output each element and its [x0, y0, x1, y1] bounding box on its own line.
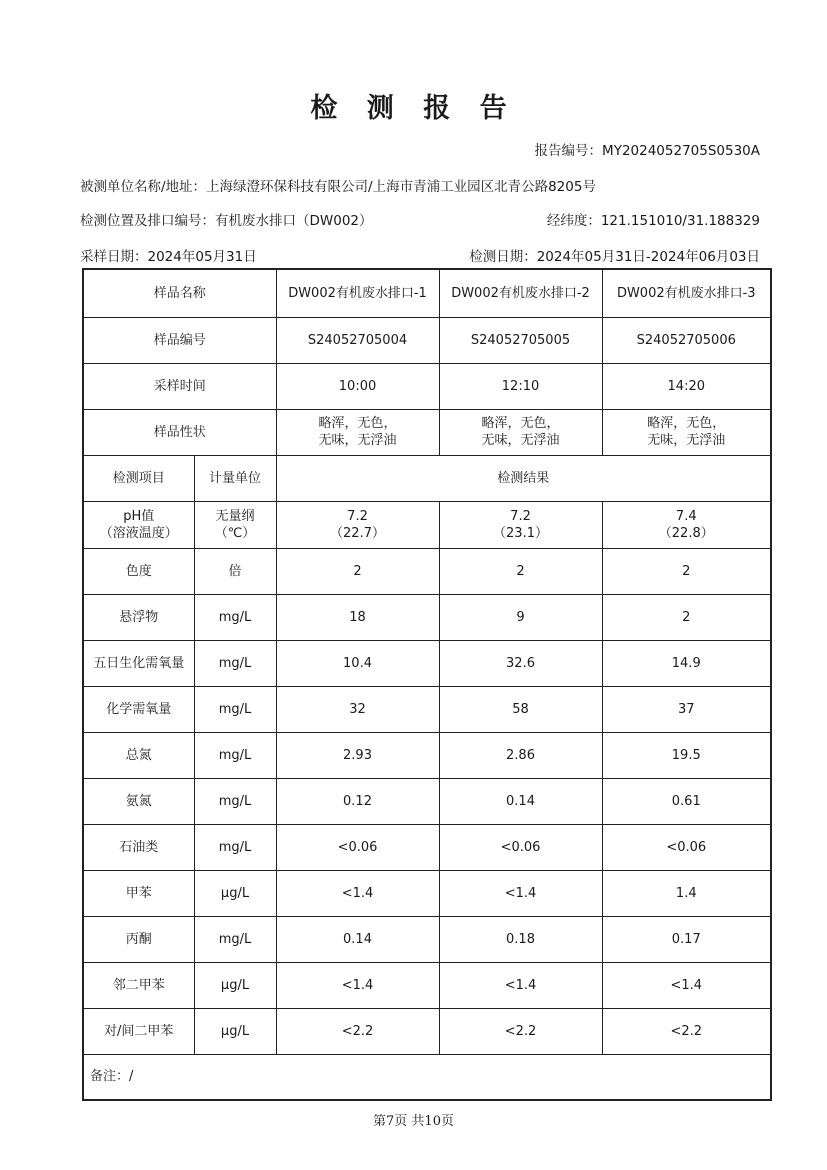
result-value-cell: 0.12: [276, 778, 439, 824]
sampling-location: 检测位置及排口编号：有机废水排口（DW002）: [80, 213, 373, 229]
test-item-cell: 丙酮: [83, 916, 194, 962]
unit-cell: μg/L: [194, 962, 276, 1008]
result-value-cell: 10.4: [276, 640, 439, 686]
unit-cell: mg/L: [194, 594, 276, 640]
result-value-cell: 9: [439, 594, 602, 640]
sample-name-cell: DW002有机废水排口-2: [439, 269, 602, 317]
unit-cell: mg/L: [194, 778, 276, 824]
result-value-cell: <1.4: [439, 962, 602, 1008]
item-header: 检测项目: [83, 455, 194, 501]
sample-id-label: 样品编号: [83, 317, 276, 363]
sample-id-cell: S24052705004: [276, 317, 439, 363]
sample-state-label: 样品性状: [83, 409, 276, 455]
sample-state-cell: 略浑，无色， 无味，无浮油: [602, 409, 771, 455]
result-value-cell: 32.6: [439, 640, 602, 686]
note-row: [83, 1054, 771, 1100]
result-value-cell: 2: [602, 594, 771, 640]
sampling-time-label: 采样时间: [83, 363, 276, 409]
result-value-cell: <2.2: [439, 1008, 602, 1054]
sample-id-row: [83, 317, 771, 363]
result-value-cell: <1.4: [602, 962, 771, 1008]
sampling-time-cell: 10:00: [276, 363, 439, 409]
result-row: [83, 594, 771, 640]
result-value-cell: <0.06: [602, 824, 771, 870]
unit-cell: mg/L: [194, 916, 276, 962]
result-value-cell: 14.9: [602, 640, 771, 686]
test-item-cell: 五日生化需氧量: [83, 640, 194, 686]
result-value-cell: 2: [276, 548, 439, 594]
sample-id-cell: S24052705005: [439, 317, 602, 363]
report-number: 报告编号：MY2024052705S0530A: [534, 143, 760, 159]
result-value-cell: 37: [602, 686, 771, 732]
unit-cell: mg/L: [194, 686, 276, 732]
report-title: 检 测 报 告: [310, 93, 517, 124]
result-header: 检测结果: [276, 455, 771, 501]
test-item-cell: 总氮: [83, 732, 194, 778]
testing-date: 检测日期：2024年05月31日-2024年06月03日: [469, 249, 760, 265]
result-value-cell: <0.06: [439, 824, 602, 870]
unit-cell: mg/L: [194, 732, 276, 778]
results-header-row: [83, 455, 771, 501]
unit-cell: mg/L: [194, 824, 276, 870]
result-value-cell: <1.4: [276, 870, 439, 916]
sample-name-label: 样品名称: [83, 269, 276, 317]
result-value-cell: 7.2 （22.7）: [276, 501, 439, 548]
result-value-cell: 0.61: [602, 778, 771, 824]
sample-state-row: [83, 409, 771, 455]
result-value-cell: <2.2: [602, 1008, 771, 1054]
sample-state-cell: 略浑，无色， 无味，无浮油: [276, 409, 439, 455]
result-row: [83, 501, 771, 548]
sampling-time-cell: 12:10: [439, 363, 602, 409]
results-table: [82, 268, 772, 1101]
sample-name-cell: DW002有机废水排口-1: [276, 269, 439, 317]
result-row: [83, 548, 771, 594]
result-row: [83, 1008, 771, 1054]
result-row: [83, 686, 771, 732]
result-value-cell: 2: [439, 548, 602, 594]
result-value-cell: <1.4: [276, 962, 439, 1008]
result-value-cell: 2: [602, 548, 771, 594]
result-value-cell: 2.93: [276, 732, 439, 778]
sample-name-cell: DW002有机废水排口-3: [602, 269, 771, 317]
unit-cell: μg/L: [194, 870, 276, 916]
result-value-cell: 0.17: [602, 916, 771, 962]
test-item-cell: 甲苯: [83, 870, 194, 916]
test-item-cell: 氨氮: [83, 778, 194, 824]
result-value-cell: 2.86: [439, 732, 602, 778]
unit-cell: 无量纲 （℃）: [194, 501, 276, 548]
result-value-cell: 19.5: [602, 732, 771, 778]
result-value-cell: 18: [276, 594, 439, 640]
result-value-cell: <1.4: [439, 870, 602, 916]
unit-header: 计量单位: [194, 455, 276, 501]
sample-name-row: [83, 269, 771, 317]
page-footer: 第7页 共10页: [373, 1114, 454, 1129]
result-value-cell: 7.4 （22.8）: [602, 501, 771, 548]
client-info: 被测单位名称/地址：上海绿澄环保科技有限公司/上海市青浦工业园区北青公路8205号: [80, 179, 596, 195]
result-row: [83, 640, 771, 686]
coordinates: 经纬度：121.151010/31.188329: [546, 213, 760, 229]
result-row: [83, 962, 771, 1008]
note-cell: 备注：/: [83, 1054, 771, 1100]
result-value-cell: <0.06: [276, 824, 439, 870]
result-row: [83, 916, 771, 962]
result-value-cell: 7.2 （23.1）: [439, 501, 602, 548]
test-item-cell: 化学需氧量: [83, 686, 194, 732]
sample-id-cell: S24052705006: [602, 317, 771, 363]
unit-cell: mg/L: [194, 640, 276, 686]
result-row: [83, 732, 771, 778]
sampling-time-row: [83, 363, 771, 409]
sample-state-cell: 略浑，无色， 无味，无浮油: [439, 409, 602, 455]
result-value-cell: 0.14: [276, 916, 439, 962]
result-value-cell: 1.4: [602, 870, 771, 916]
test-item-cell: pH值 （溶液温度）: [83, 501, 194, 548]
result-row: [83, 778, 771, 824]
sampling-time-cell: 14:20: [602, 363, 771, 409]
result-row: [83, 824, 771, 870]
test-item-cell: 对/间二甲苯: [83, 1008, 194, 1054]
test-item-cell: 邻二甲苯: [83, 962, 194, 1008]
test-item-cell: 悬浮物: [83, 594, 194, 640]
sampling-date: 采样日期：2024年05月31日: [80, 249, 257, 265]
result-value-cell: 32: [276, 686, 439, 732]
result-value-cell: 0.14: [439, 778, 602, 824]
test-item-cell: 色度: [83, 548, 194, 594]
result-row: [83, 870, 771, 916]
unit-cell: μg/L: [194, 1008, 276, 1054]
test-item-cell: 石油类: [83, 824, 194, 870]
result-value-cell: 58: [439, 686, 602, 732]
result-value-cell: <2.2: [276, 1008, 439, 1054]
result-value-cell: 0.18: [439, 916, 602, 962]
unit-cell: 倍: [194, 548, 276, 594]
